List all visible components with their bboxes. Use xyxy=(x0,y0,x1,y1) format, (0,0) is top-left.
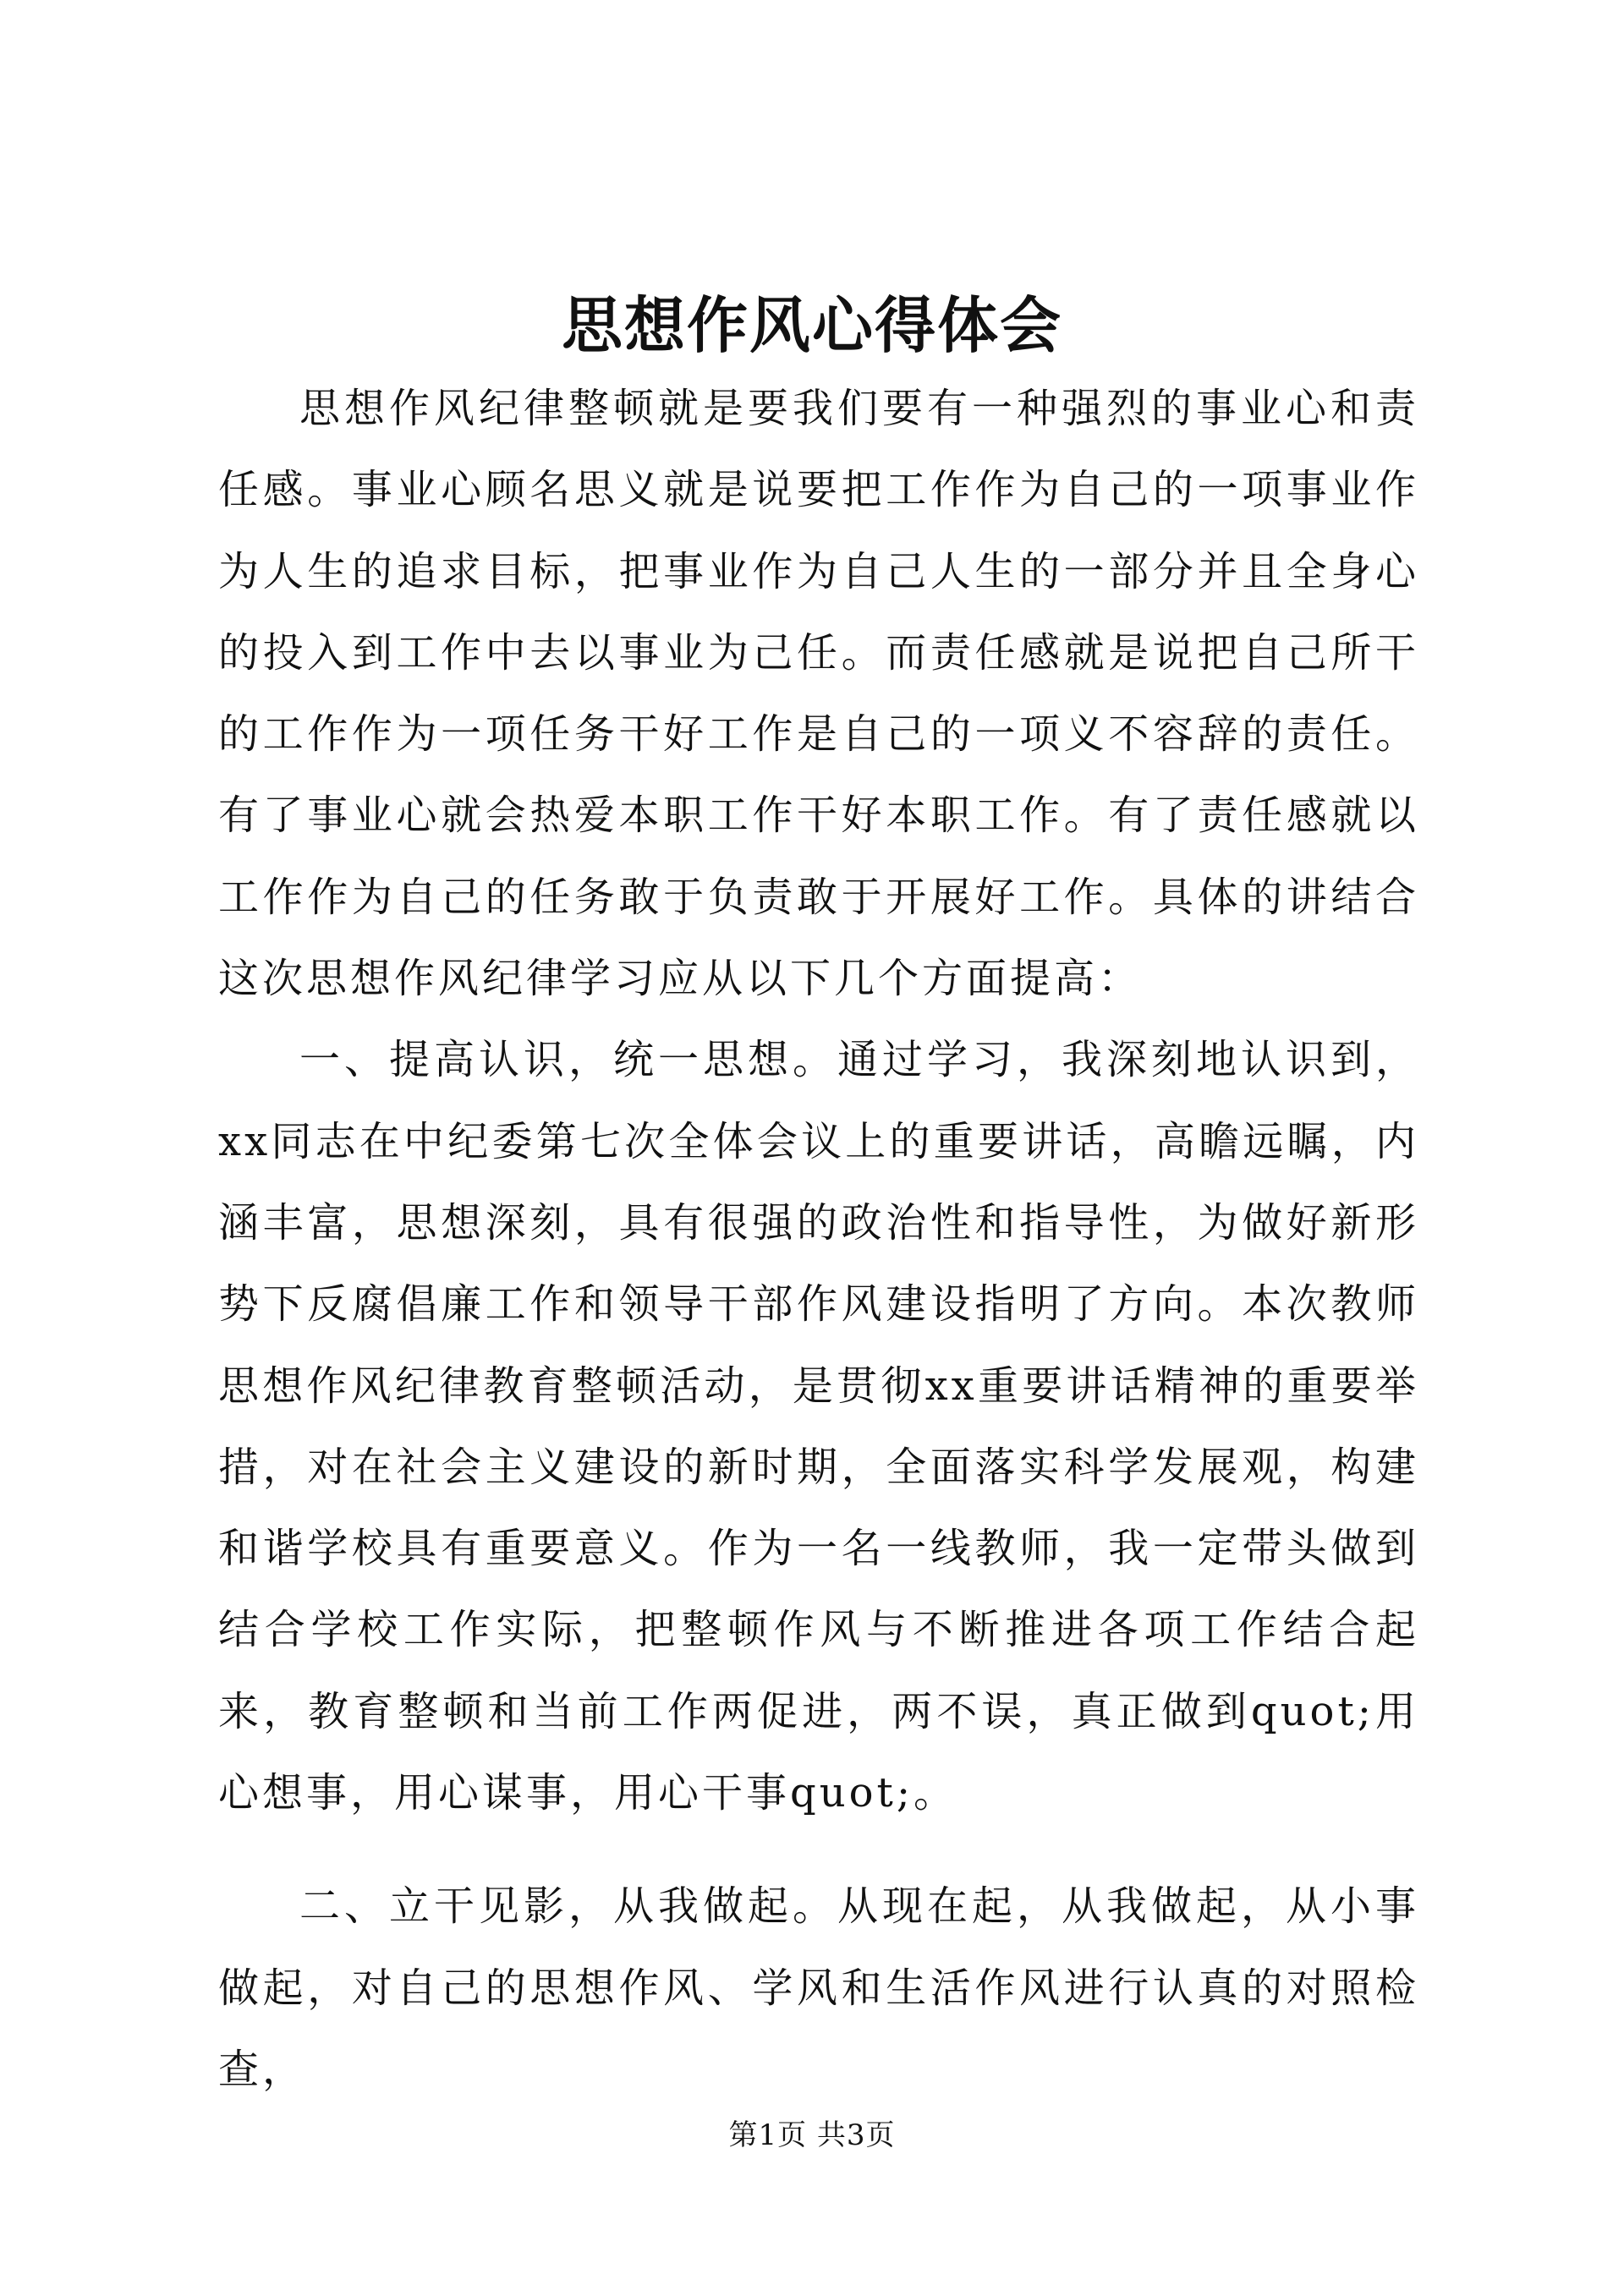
paragraph-2: 一、提高认识，统一思想。通过学习，我深刻地认识到，xx同志在中纪委第七次全体会议上的重要讲话，高瞻远瞩，内涵丰富，思想深刻，具有很强的政治性和指导性，为做好新形势下反腐倡廉工作和领导干部作风建设指明了方向。本次教师思想作风纪律教育整顿活动，是贯彻xx重要讲话精神的重要举措，对在社会主义建设的新时期，全面落实科学发展观，构建和谐学校具有重要意义。作为一名一线教师，我一定带头做到结合学校工作实际，把整顿作风与不断推进各项工作结合起来，教育整顿和当前工作两促进，两不误，真正做到quot;用心想事，用心谋事，用心干事quot;。 xyxy=(218,1036,1419,1817)
paragraph-3: 二、立干见影，从我做起。从现在起，从我做起，从小事做起，对自己的思想作风、学风和生活作风进行认真的对照检查， xyxy=(218,1882,1419,2093)
document-body xyxy=(218,368,1419,2110)
paragraph-1: 思想作风纪律整顿就是要我们要有一种强烈的事业心和责任感。事业心顾名思义就是说要把工作作为自己的一项事业作为人生的追求目标，把事业作为自己人生的一部分并且全身心的投入到工作中去以事业为己任。而责任感就是说把自己所干的工作作为一项任务干好工作是自己的一项义不容辞的责任。有了事业心就会热爱本职工作干好本职工作。有了责任感就以工作作为自己的任务敢于负责敢于开展好工作。具体的讲结合这次思想作风纪律学习应从以下几个方面提高： xyxy=(218,385,1419,1003)
page-title: 思想作风心得体会 xyxy=(561,289,1062,361)
page-number-footer: 第1页 共3页 xyxy=(728,2118,896,2152)
